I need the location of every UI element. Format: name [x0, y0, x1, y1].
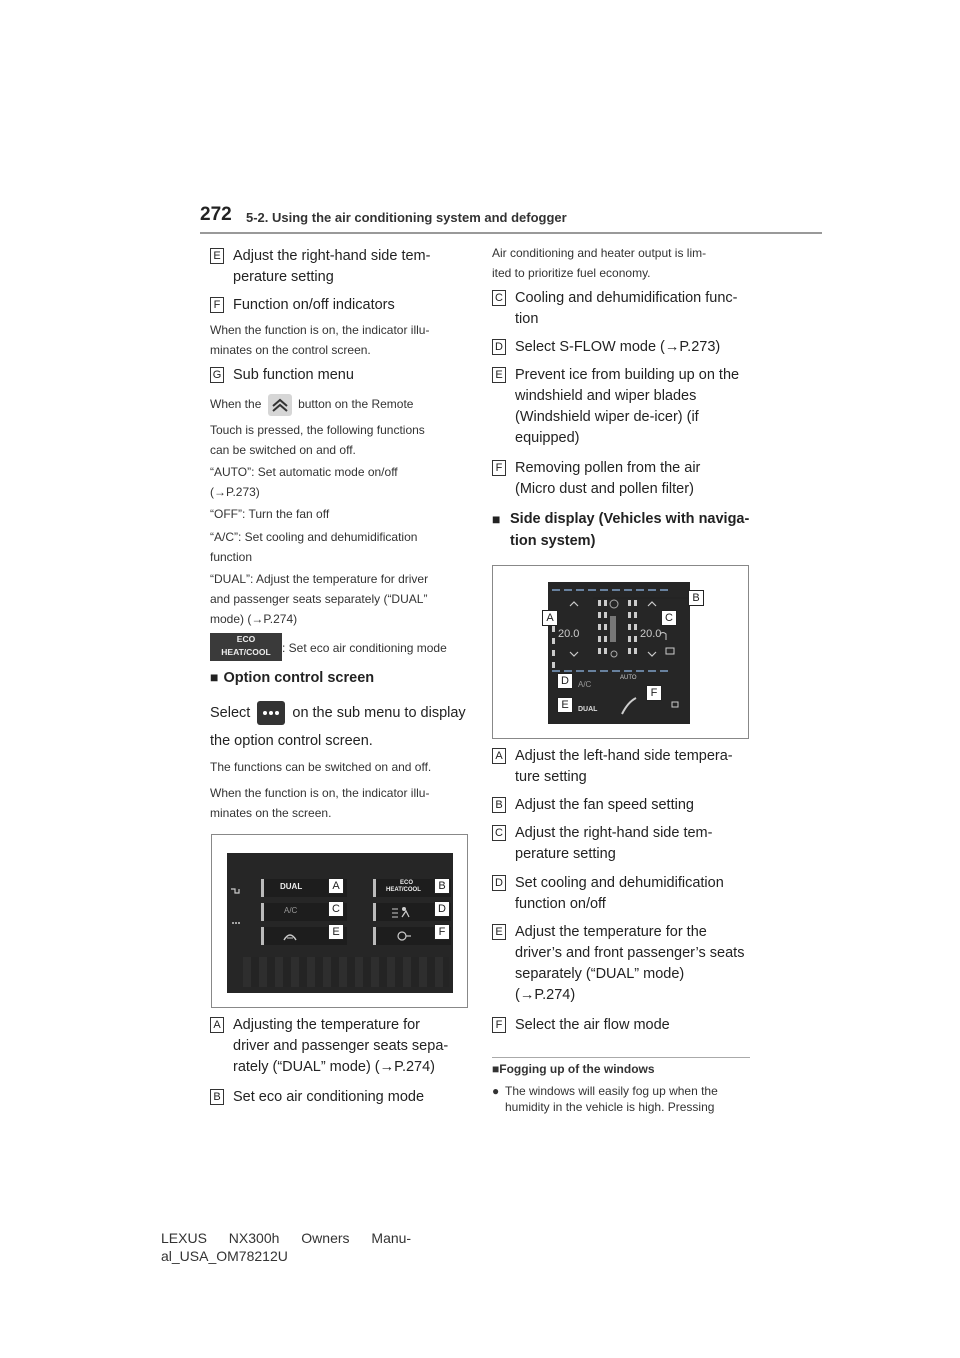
eco-badge-line1: ECO [236, 634, 256, 644]
item-tag: A [210, 1017, 224, 1033]
callout-c: C [661, 610, 677, 626]
ac-label: A/C [578, 680, 592, 689]
fog-heading [492, 1060, 754, 1079]
item-text: Set cooling and dehumidification function on/off [515, 875, 724, 912]
option-select-cont: the option control screen. [210, 733, 373, 749]
note-sub-menu [210, 394, 472, 416]
item-tag: C [492, 825, 506, 841]
option-select-pre: Select [210, 704, 251, 721]
item-text: Adjust the temperature for the driver’s and front passenger’s seats separately (“DUAL” mode) (→P.274) [515, 924, 745, 1003]
callout-b: B [688, 590, 704, 606]
item-a-left [210, 1015, 470, 1081]
item-tag: F [492, 460, 506, 476]
note-text: button on the Remote [298, 397, 414, 412]
option-select-line [210, 701, 472, 727]
option-note-1: The functions can be switched on and off. [210, 760, 432, 774]
function-dual: “DUAL”: Adjust the temperature for driver and passenger seats separately (“DUAL” mode) (→P.274) [210, 572, 429, 626]
item-tag: C [492, 290, 506, 306]
item-d-right [492, 337, 754, 359]
option-panel [227, 853, 453, 993]
note-indicator: When the function is on, the indicator illu- minates on the control screen. [210, 323, 430, 357]
item-text: Set eco air conditioning mode [233, 1089, 425, 1105]
seat-graphic [243, 957, 449, 987]
note-remote-touch: Touch is pressed, the following functions can be switched on and off. [210, 423, 425, 457]
item-tag: G [210, 367, 224, 383]
callout-a: A [542, 610, 558, 626]
item-text: Select S-FLOW mode (→P.273) [515, 339, 721, 355]
eco-description: : Set eco air conditioning mode [282, 641, 447, 655]
item-tag: B [492, 797, 506, 813]
option-note-2: When the function is on, the indicator illu- minates on the screen. [210, 786, 430, 820]
side-display-screen [492, 565, 749, 739]
option-eco-label-2: HEAT/COOL [386, 887, 421, 893]
item-text: Adjust the left-hand side tempera- ture setting [515, 748, 733, 785]
callout-d: D [434, 901, 450, 917]
section-title: 5-2. Using the air conditioning system and defogger [246, 210, 567, 225]
item-c-right [492, 288, 754, 332]
dual-label: DUAL [578, 706, 598, 713]
item-d-right-2 [492, 873, 754, 917]
item-tag: E [492, 367, 506, 383]
square-bullet-icon: ■ [492, 511, 501, 527]
option-ac-label: A/C [284, 906, 298, 915]
callout-b: B [434, 878, 450, 894]
footer-doc-id: LEXUS NX300h Owners Manu- al_USA_OM78212U [161, 1230, 412, 1264]
fog-heading-text: Fogging up of the windows [499, 1062, 655, 1076]
callout-e: E [328, 924, 344, 940]
temp-left-readout: 20.0 [558, 628, 580, 640]
wiper-deicer-icon [282, 930, 298, 942]
function-ac: “A/C”: Set cooling and dehumidification function [210, 530, 418, 564]
item-g-left [210, 365, 470, 387]
note-text: When the [210, 397, 262, 412]
item-tag: E [492, 924, 506, 940]
side-icons [229, 883, 243, 933]
option-eco-label-1: ECO [400, 880, 414, 886]
callout-f: F [434, 924, 450, 940]
intro-note: Air conditioning and heater output is lim- ited to prioritize fuel economy. [492, 246, 707, 280]
function-auto: “AUTO”: Set automatic mode on/off (→P.273) [210, 465, 398, 499]
item-text: Adjusting the temperature for driver and passenger seats sepa- rately (“DUAL” mode) (→P.274) [233, 1017, 449, 1075]
notes-divider [492, 1057, 750, 1058]
temp-right-readout: 20.0 [640, 628, 662, 640]
item-e-right [492, 365, 754, 453]
item-text: Function on/off indicators [233, 297, 395, 313]
chevron-up-button-icon [268, 394, 292, 416]
option-dual-label: DUAL [280, 882, 303, 891]
fog-text-body: The windows will easily fog up when the humidity in the vehicle is high. Pressing [505, 1084, 718, 1114]
s-flow-icon [390, 905, 416, 919]
eco-badge [210, 633, 282, 661]
header-rule [200, 232, 822, 234]
item-text: Adjust the fan speed setting [515, 797, 694, 813]
item-text: Adjust the right-hand side tem- perature setting [515, 825, 713, 862]
item-e-left [210, 246, 470, 290]
auto-label: AUTO [620, 675, 637, 681]
item-tag: F [492, 1017, 506, 1033]
item-tag: F [210, 297, 224, 313]
item-text: Select the air flow mode [515, 1017, 670, 1033]
item-tag: D [492, 875, 506, 891]
item-f-right [492, 458, 754, 502]
item-c-right-2 [492, 823, 754, 867]
callout-c: C [328, 901, 344, 917]
pollen-filter-icon [396, 929, 412, 943]
item-tag: A [492, 748, 506, 764]
side-display-heading [492, 508, 754, 549]
item-b-left [210, 1087, 470, 1109]
circle-bullet-icon: ● [492, 1084, 500, 1098]
option-select-post: on the sub menu to display [292, 704, 466, 721]
item-text: Adjust the right-hand side tem- perature setting [233, 248, 431, 285]
item-text: Prevent ice from building up on the windshield and wiper blades (Windshield wiper de-icer) (if equipped) [515, 367, 740, 446]
item-tag: D [492, 339, 506, 355]
item-text: Cooling and dehumidification func- tion [515, 290, 738, 327]
item-f-right-2 [492, 1015, 754, 1037]
callout-a: A [328, 878, 344, 894]
heading-text: Side display (Vehicles with naviga- tion system) [510, 511, 750, 549]
item-text: Sub function menu [233, 367, 354, 383]
item-b-right [492, 795, 754, 817]
heading-text: Option control screen [223, 670, 375, 686]
item-tag: B [210, 1089, 224, 1105]
option-control-heading [210, 666, 470, 689]
square-bullet-icon: ■ [492, 1062, 500, 1076]
callout-e: E [557, 697, 573, 713]
more-options-button-icon [257, 701, 285, 725]
option-control-screen [211, 834, 468, 1008]
page-number: 272 [200, 204, 232, 225]
callout-leader-lines [493, 566, 750, 740]
item-a-right [492, 746, 754, 790]
callout-f: F [646, 685, 662, 701]
callout-d: D [557, 673, 573, 689]
item-tag: E [210, 248, 224, 264]
function-off: “OFF”: Turn the fan off [210, 507, 330, 521]
item-f-left [210, 295, 470, 317]
item-e-right-2 [492, 922, 754, 1010]
item-text: Removing pollen from the air (Micro dust and pollen filter) [515, 460, 701, 497]
square-bullet-icon: ■ [210, 669, 219, 685]
eco-badge-line2: HEAT/COOL [221, 647, 271, 657]
